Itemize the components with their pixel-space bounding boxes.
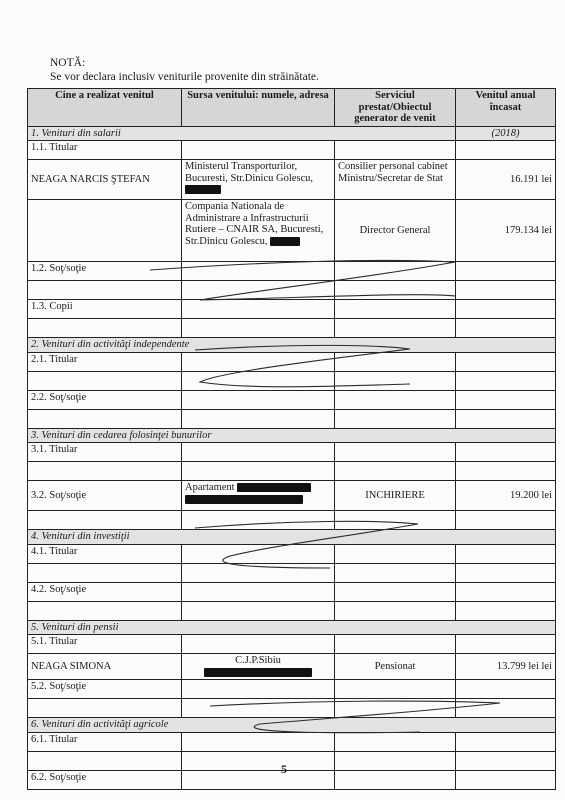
cell-service: Pensionat [335, 654, 456, 680]
section-row-1 [28, 126, 556, 141]
row-label: 2.2. Soţ/soţie [28, 390, 182, 409]
income-table [27, 88, 556, 790]
table-row [28, 200, 556, 262]
row-label: 1.3. Copii [28, 300, 182, 319]
row-label: 5.1. Titular [28, 635, 182, 654]
table-row [28, 409, 556, 428]
section-row-4 [28, 530, 556, 545]
table-row [28, 281, 556, 300]
cell-who: NEAGA NARCIS ŞTEFAN [28, 160, 182, 200]
note-title: NOTĂ: [50, 57, 86, 69]
cell-service: INCHIRIERE [335, 481, 456, 511]
section-title: 1. Venituri din salarii [28, 126, 456, 141]
section-title: 4. Venituri din investiţii [28, 530, 556, 545]
row-label: 6.2. Soţ/soţie [28, 770, 182, 789]
header-row [28, 89, 556, 127]
table-row [28, 654, 556, 680]
table-row [28, 563, 556, 582]
section-title: 3. Venituri din cedarea folosinţei bunurilor [28, 428, 556, 443]
row-label: 1.1. Titular [28, 141, 182, 160]
table-row [28, 582, 556, 601]
section-row-2 [28, 338, 556, 353]
year-label: (2018) [456, 126, 556, 141]
table-row [28, 544, 556, 563]
table-row [28, 371, 556, 390]
cell-service: Director General [335, 200, 456, 262]
table-row [28, 699, 556, 718]
cell-service: Consilier personal cabinet Ministru/Secretar de Stat [335, 160, 456, 200]
row-label: 2.1. Titular [28, 352, 182, 371]
table-row [28, 635, 556, 654]
section-title: 5. Venituri din pensii [28, 620, 556, 635]
cell-source: Compania Nationala de Administrare a Infrastructurii Rutiere – CNAIR SA, Bucuresti, Str.Dinicu Golescu, [182, 200, 335, 262]
table-row [28, 751, 556, 770]
table-row [28, 601, 556, 620]
section-row-5 [28, 620, 556, 635]
table-row [28, 462, 556, 481]
row-label: 4.2. Soţ/soţie [28, 582, 182, 601]
table-row [28, 160, 556, 200]
table-row [28, 319, 556, 338]
cell-who: NEAGA SIMONA [28, 654, 182, 680]
section-title: 2. Venituri din activităţi independente [28, 338, 556, 353]
redaction-mark [185, 185, 221, 194]
page-number: 5 [281, 762, 287, 776]
table-row [28, 732, 556, 751]
redaction-mark [204, 668, 312, 677]
header-income: Venitul anual încasat [456, 89, 556, 127]
redaction-mark [270, 237, 300, 246]
header-who: Cine a realizat venitul [28, 89, 182, 127]
cell-income: 19.200 lei [456, 481, 556, 511]
header-source: Sursa venitului: numele, adresa [182, 89, 335, 127]
note-block [50, 56, 319, 84]
section-row-3 [28, 428, 556, 443]
table-row [28, 390, 556, 409]
table-row [28, 511, 556, 530]
section-row-6 [28, 718, 556, 733]
redaction-mark [185, 495, 303, 504]
table-row [28, 262, 556, 281]
redaction-mark [237, 483, 311, 492]
row-label: 1.2. Soţ/soţie [28, 262, 182, 281]
table-row [28, 141, 556, 160]
table-row [28, 300, 556, 319]
cell-source: Apartament [182, 481, 335, 511]
header-service: Serviciul prestat/Obiectul generator de venit [335, 89, 456, 127]
table-row [28, 481, 556, 511]
section-title: 6. Venituri din activităţi agricole [28, 718, 556, 733]
note-text: Se vor declara inclusiv veniturile provenite din străinătate. [50, 71, 319, 83]
table-row [28, 443, 556, 462]
cell-income: 179.134 lei [456, 200, 556, 262]
table-row [28, 680, 556, 699]
cell-income: 16.191 lei [456, 160, 556, 200]
table-row [28, 770, 556, 789]
cell-income: 13.799 lei lei [456, 654, 556, 680]
table-row [28, 352, 556, 371]
row-label: 6.1. Titular [28, 732, 182, 751]
row-label: 3.1. Titular [28, 443, 182, 462]
row-label: 3.2. Soţ/soţie [28, 481, 182, 511]
cell-source: C.J.P.Sibiu [182, 654, 335, 680]
row-label: 4.1. Titular [28, 544, 182, 563]
row-label: 5.2. Soţ/soţie [28, 680, 182, 699]
cell-source: Ministerul Transporturilor, Bucuresti, Str.Dinicu Golescu, [182, 160, 335, 200]
